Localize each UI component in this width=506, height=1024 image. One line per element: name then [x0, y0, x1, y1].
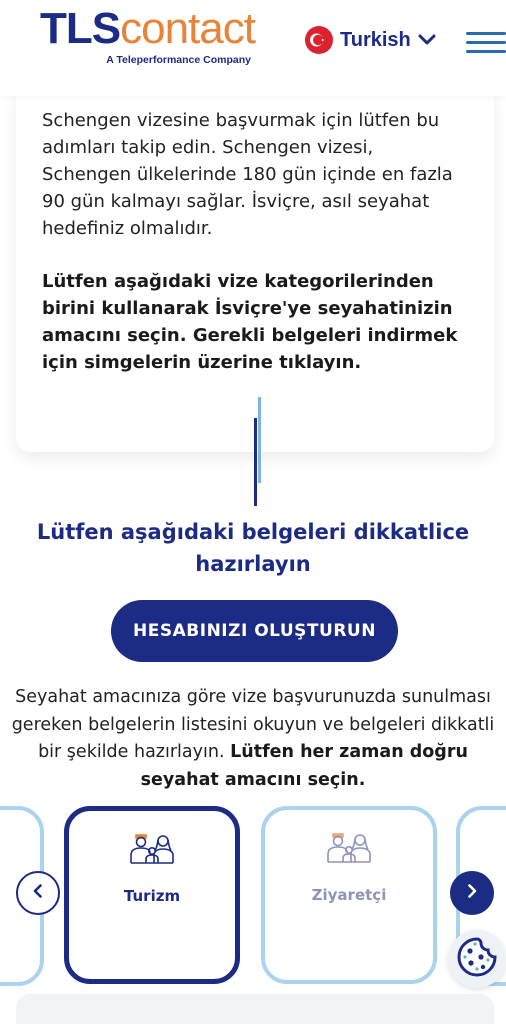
visa-category-tourism[interactable] [64, 806, 240, 984]
logo-tls: TLS [40, 4, 121, 53]
language-selector[interactable] [305, 26, 436, 54]
tlscontact-logo[interactable] [40, 6, 255, 66]
turkey-flag-icon [305, 26, 333, 54]
next-section-panel [16, 994, 494, 1024]
tile-label-turizm: Turizm [123, 887, 181, 905]
carousel-prev-button[interactable] [16, 871, 60, 915]
carousel-next-button[interactable] [450, 871, 494, 915]
hamburger-menu-icon[interactable] [466, 30, 506, 54]
chevron-right-icon [465, 883, 479, 903]
tile-label-ziyaretci: Ziyaretçi [311, 886, 387, 904]
language-label: Turkish [340, 28, 411, 51]
intro-text: Seyahat amacınıza göre vize başvurunuzda sunulması gereken belgelerin listesini okuyun ve belgeleri dikkatli bir şekilde hazırlayın. [11, 687, 495, 762]
family-icon [325, 832, 373, 868]
cookie-icon [455, 935, 499, 983]
chevron-down-icon [418, 31, 436, 50]
visa-category-instruction: Lütfen aşağıdaki vize kategorilerinden birini kullanarak İsviçre'ye seyahatinizin amacını seçin. Gerekli belgeleri indirmek için simgelerin üzerine tıklayın. [42, 271, 458, 373]
logo-tagline: A Teleperformance Company [106, 54, 251, 66]
logo-contact: contact [120, 4, 255, 53]
logo-wordmark [40, 6, 255, 52]
schengen-info-text: Schengen vizesine başvurmak için lütfen bu adımları takip edin. Schengen vizesi, Schengen ülkelerinde 180 gün içinde en fazla 90 gün kalmayı sağlar. İsviçre, asıl seyahat hedefiniz olmalıdır. [42, 110, 453, 239]
section-title: Lütfen aşağıdaki belgeleri dikkatlice hazırlayın [36, 520, 470, 576]
intro-emphasis: Lütfen her zaman doğru seyahat amacını seçin. [140, 742, 468, 790]
documents-intro [10, 684, 496, 794]
chevron-left-icon [31, 883, 45, 903]
family-icon [128, 833, 176, 869]
site-header [0, 0, 506, 96]
create-account-button[interactable]: HESABINIZI OLUŞTURUN [111, 600, 398, 662]
timeline-connector-light [258, 397, 261, 483]
cookie-settings-button[interactable] [448, 930, 506, 988]
timeline-connector-dark [254, 418, 257, 506]
visa-category-visitor[interactable] [261, 806, 437, 984]
